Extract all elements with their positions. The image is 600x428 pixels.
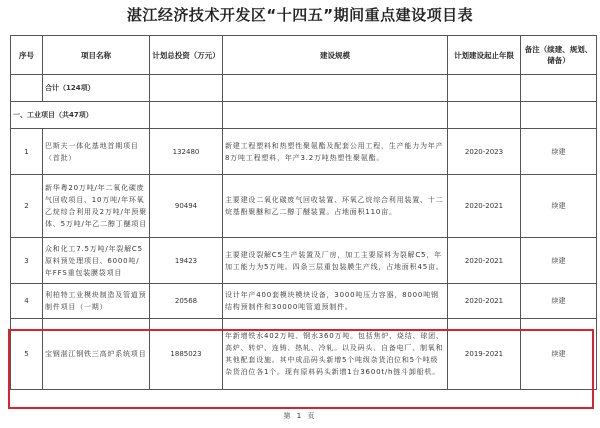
row-seq: 5 bbox=[11, 319, 43, 390]
row-scale: 主要建设裂解C5生产装置及厂房，加工主要原料为裂解C5，年加工能力为5万吨。四条三层重包装膜生产线，占地面积45亩。 bbox=[225, 250, 444, 271]
table-row bbox=[11, 129, 597, 175]
total-remark-cell bbox=[521, 75, 597, 102]
header-period: 计划建设起止年限 bbox=[448, 36, 521, 75]
row-investment: 20568 bbox=[150, 284, 223, 319]
category-scale-cell bbox=[223, 102, 448, 129]
row-period: 2020-2021 bbox=[448, 284, 521, 319]
header-investment: 计划总投资（万元） bbox=[150, 36, 223, 75]
row-seq: 4 bbox=[11, 284, 43, 319]
row-scale: 年新增铁水402万吨、钢水360万吨。包括焦炉、烧结、球团、高炉、转炉、连铸、热轧、冷轧。以及码头、自备电厂、制氧和其他配套设施。其中成品码头新增5个吨级杂货泊位和5个吨级杂货泊位各1个。现有原料码头新增1台3600t/h链斗卸船机。 bbox=[225, 332, 444, 376]
page-title: 湛江经济技术开发区“十四五”期间重点建设项目表 bbox=[126, 6, 474, 24]
header-scale: 建设规模 bbox=[223, 36, 448, 75]
category-label: 一、工业项目（共47项） bbox=[11, 102, 150, 129]
row-project-name: 新华粤20万吨/年二氧化碳废气回收项目、10万吨/年环氧乙烷综合利用及2万吨/年预聚体、5万吨/年乙二醇丁醚项目 bbox=[45, 184, 148, 228]
category-period-cell bbox=[448, 102, 521, 129]
total-seq-cell bbox=[11, 75, 43, 102]
row-remark: 续建 bbox=[521, 129, 597, 175]
row-period: 2020-2021 bbox=[448, 175, 521, 238]
row-period: 2019-2021 bbox=[448, 319, 521, 390]
total-scale-cell bbox=[223, 75, 448, 102]
page-footer: 第 1 页 bbox=[283, 412, 317, 420]
row-seq: 3 bbox=[11, 238, 43, 284]
row-project-name: 宝钢湛江钢铁三高炉系统项目 bbox=[45, 350, 147, 358]
project-table bbox=[10, 35, 597, 390]
category-row bbox=[11, 102, 597, 129]
row-scale: 新建工程塑料和热塑性聚氨酯及配套公用工程，生产能力为年产8万吨工程塑料，年产3.2万吨热塑性聚氨酯。 bbox=[225, 141, 444, 162]
row-investment: 132480 bbox=[150, 129, 223, 175]
row-period: 2020-2021 bbox=[448, 238, 521, 284]
header-remark: 备注（续建、规划、储备） bbox=[521, 36, 597, 75]
category-remark-cell bbox=[521, 102, 597, 129]
row-investment: 90494 bbox=[150, 175, 223, 238]
table-row bbox=[11, 319, 597, 390]
row-project-name: 利柏特工业模块制造及管道预制件项目（一期） bbox=[45, 291, 147, 311]
row-remark: 续建 bbox=[521, 175, 597, 238]
row-period: 2020-2023 bbox=[448, 129, 521, 175]
total-period-cell bbox=[448, 75, 521, 102]
row-investment: 1885023 bbox=[150, 319, 223, 390]
table-row bbox=[11, 284, 597, 319]
table-row bbox=[11, 238, 597, 284]
row-project-name: 巴斯夫一体化基地首期项目（首批） bbox=[45, 141, 139, 162]
total-label: 合计（124项） bbox=[43, 75, 150, 102]
row-seq: 1 bbox=[11, 129, 43, 175]
row-seq: 2 bbox=[11, 175, 43, 238]
total-row bbox=[11, 75, 597, 102]
row-remark: 续建 bbox=[521, 284, 597, 319]
category-investment-cell bbox=[150, 102, 223, 129]
row-project-name: 众和化工7.5万吨/年裂解C5原料预处理项目、6000吨/年FFS重包装膜袋项目 bbox=[45, 244, 143, 277]
row-remark: 续建 bbox=[521, 319, 597, 390]
table-header-row bbox=[11, 36, 597, 75]
row-remark: 续建 bbox=[521, 238, 597, 284]
row-scale: 设计年产400套模块模块设备，3000吨压力容器，8000吨钢结构预制件和30000吨管道预制件。 bbox=[225, 291, 439, 311]
total-investment-cell bbox=[150, 75, 223, 102]
header-name: 项目名称 bbox=[43, 36, 150, 75]
header-seq: 序号 bbox=[11, 36, 43, 75]
row-scale: 主要建设二氧化碳废气回收装置、环氧乙烷综合利用装置、十二烷基酚聚醚和乙二醇丁醚装置。占地面积110亩。 bbox=[225, 196, 444, 216]
table-row bbox=[11, 175, 597, 238]
row-investment: 19423 bbox=[150, 238, 223, 284]
